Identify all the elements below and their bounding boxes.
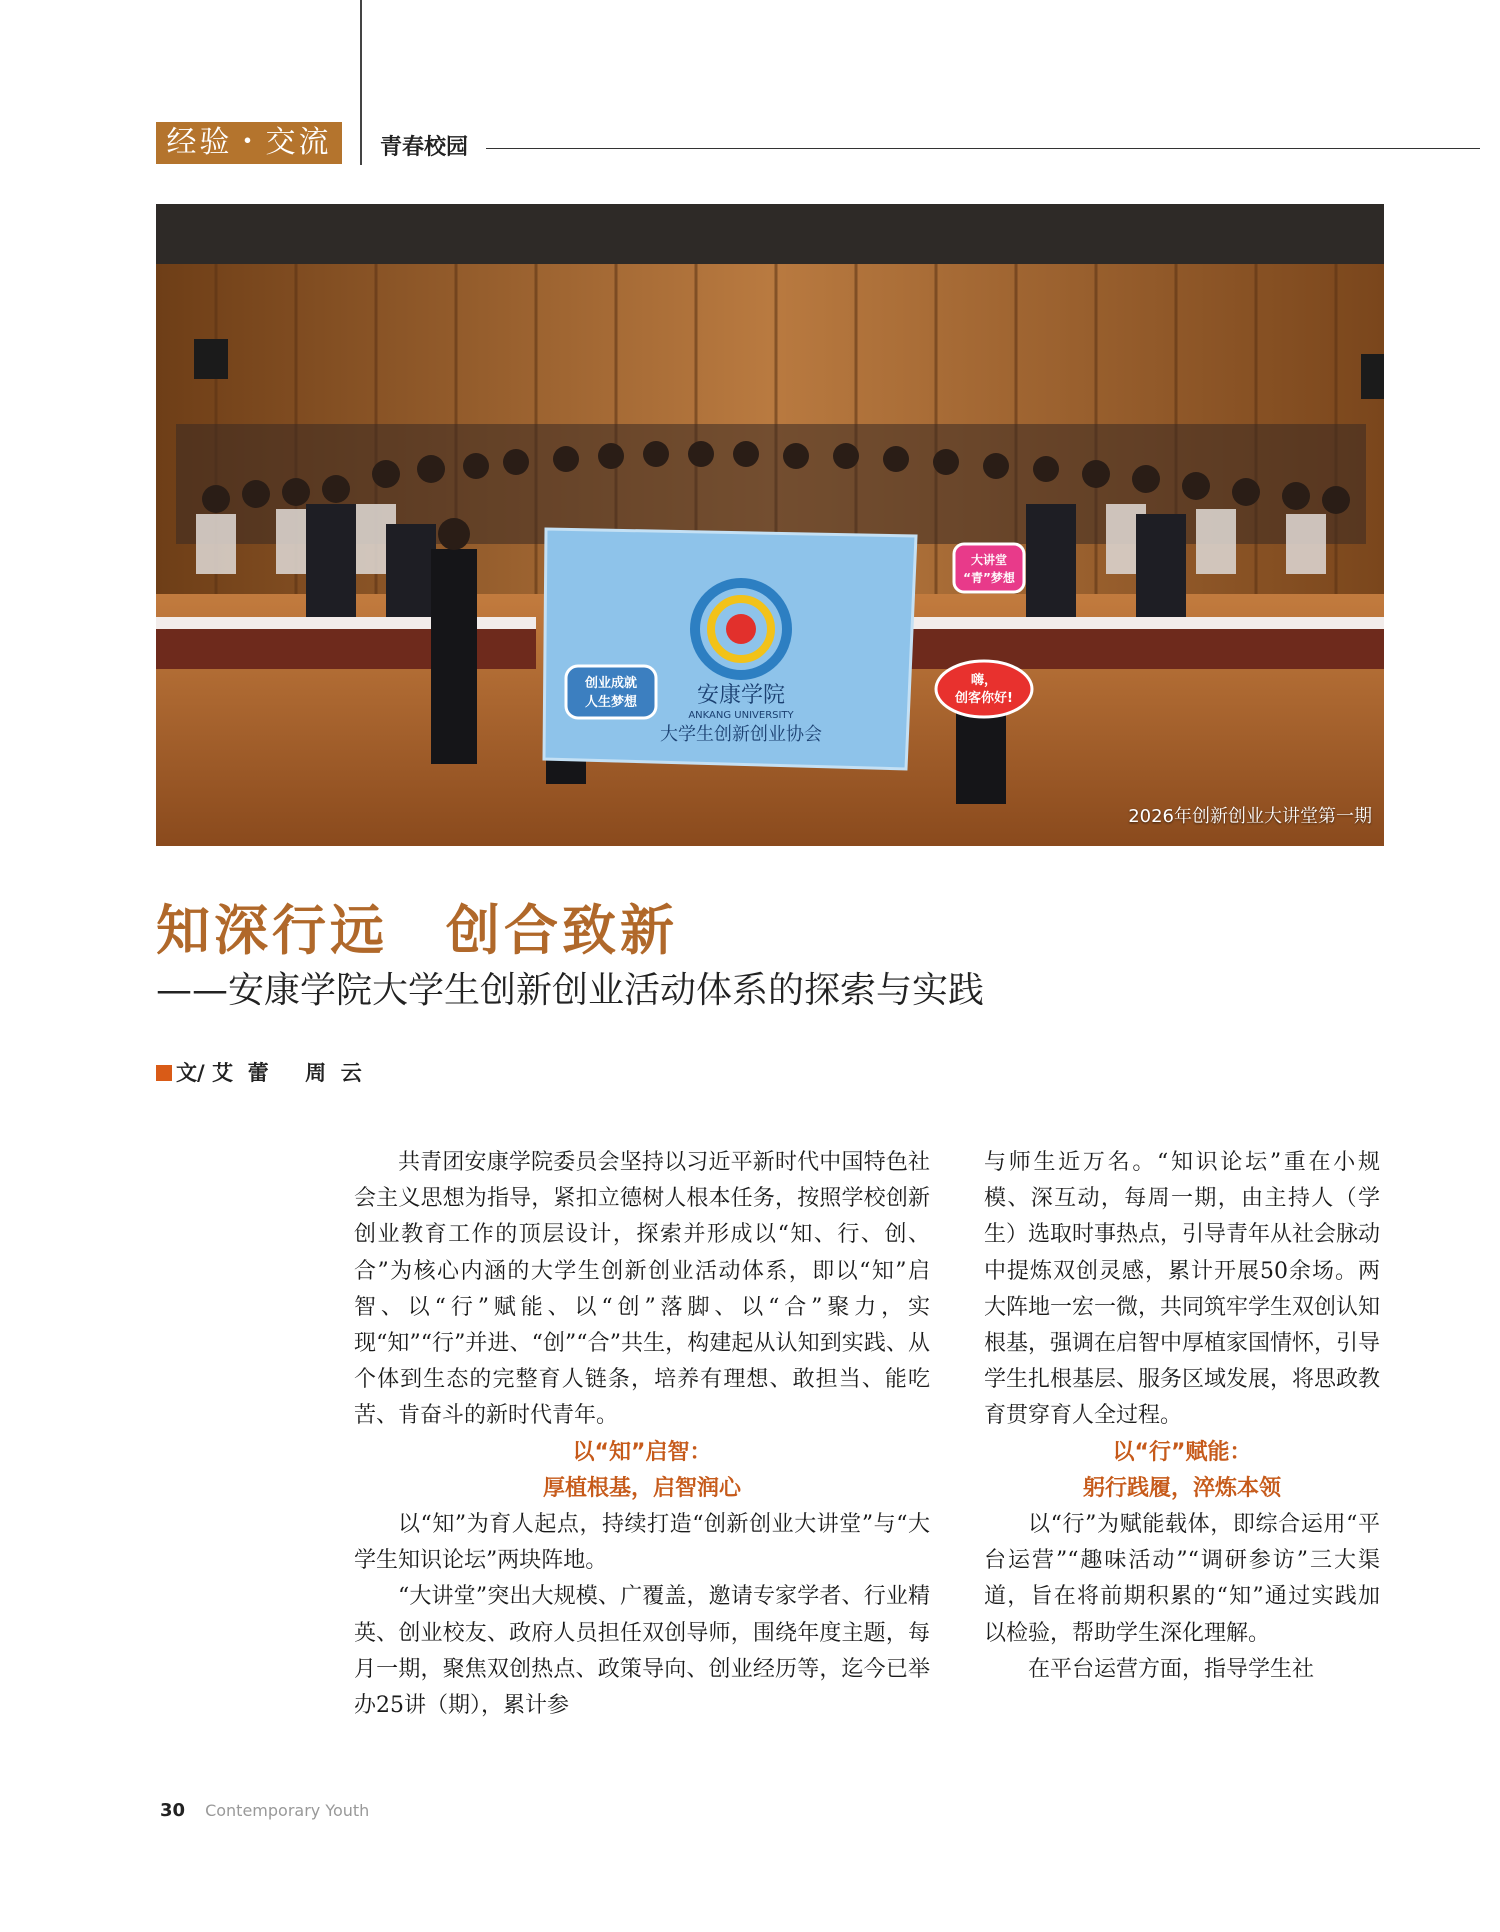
- subheading: 厚植根基，启智润心: [542, 1475, 741, 1501]
- speaker-left: [194, 339, 228, 379]
- section-name: 青春校园: [380, 135, 469, 160]
- paragraph: 在平台运营方面，指导学生社: [1028, 1656, 1315, 1682]
- svg-text:嗨，: 嗨，: [970, 673, 998, 688]
- photo-caption: 2026年创新创业大讲堂第一期: [1128, 806, 1372, 827]
- banner-subtitle: 大学生创新创业协会: [660, 724, 822, 745]
- magazine-name: Contemporary Youth: [205, 1801, 370, 1820]
- article-subtitle: ——安康学院大学生创新创业活动体系的探索与实践: [156, 970, 985, 1011]
- sign-top-right: [954, 544, 1024, 592]
- svg-text:人生梦想: 人生梦想: [584, 695, 638, 710]
- svg-text:创业成就: 创业成就: [584, 676, 638, 691]
- subheading: 以“知”启智：: [572, 1439, 712, 1465]
- event-photo: [156, 204, 1384, 846]
- paragraph: 以“行”为赋能载体，即综合运用“平台运营”“趣味活动”“调研参访”三大渠道，旨在将前期积累的“知”通过实践加以检验，帮助学生深化理解。: [984, 1512, 1380, 1646]
- association-banner: [544, 529, 916, 769]
- svg-text:“青”梦想: “青”梦想: [963, 571, 1015, 585]
- page-number: 30: [160, 1800, 186, 1821]
- article-title: 知深行远 创合致新: [156, 898, 678, 962]
- paragraph: 以“知”为育人起点，持续打造“创新创业大讲堂”与“大学生知识论坛”两块阵地。: [354, 1512, 930, 1574]
- banner-english: ANKANG UNIVERSITY: [688, 710, 794, 721]
- paragraph: 与师生近万名。“知识论坛”重在小规模、深互动，每周一期，由主持人（学生）选取时事热点，引导青年从社会脉动中提炼双创灵感，累计开展50余场。两大阵地一宏一微，共同筑牢学生双创认知根基，强调在启智中厚植家国情怀，引导学生扎根基层、服务区域发展，将思政教育贯穿育人全过程。: [984, 1150, 1381, 1429]
- page-footer: [160, 1800, 369, 1821]
- header-rule: [486, 148, 1480, 149]
- right-column: [984, 1145, 1380, 1688]
- ceiling: [156, 204, 1384, 264]
- svg-text:创客你好!: 创客你好!: [955, 691, 1013, 706]
- svg-text:大讲堂: 大讲堂: [970, 553, 1008, 567]
- header-vertical-rule: [360, 0, 362, 165]
- paragraph: 共青团安康学院委员会坚持以习近平新时代中国特色社会主义思想为指导，紧扣立德树人根本任务，按照学校创新创业教育工作的顶层设计，探索并形成以“知、行、创、合”为核心内涵的大学生创新创业活动体系，即以“知”启智、以“行”赋能、以“创”落脚、以“合”聚力，实现“知”“行”并进、“创”“合”共生，构建起从认知到实践、从个体到生态的完整育人链条，培养有理想、敢担当、能吃苦、肯奋斗的新时代青年。: [354, 1150, 930, 1429]
- byline-marker: [156, 1065, 172, 1081]
- section-tag: 经验・交流: [156, 122, 342, 164]
- byline-text: 文/ 艾 蕾 周 云: [176, 1061, 362, 1085]
- speaker-right: [1361, 354, 1384, 399]
- sign-right: [936, 661, 1032, 717]
- byline: [156, 1057, 362, 1087]
- subheading: 以“行”赋能：: [1112, 1439, 1252, 1465]
- paragraph: “大讲堂”突出大规模、广覆盖，邀请专家学者、行业精英、创业校友、政府人员担任双创导师，围绕年度主题，每月一期，聚焦双创热点、政策导向、创业经历等，迄今已举办25讲（期），累计参: [354, 1584, 930, 1719]
- subheading: 躬行践履，淬炼本领: [1082, 1475, 1281, 1501]
- left-column: [354, 1145, 930, 1724]
- photo-illustration: [156, 204, 1384, 846]
- sign-left: [566, 666, 656, 718]
- banner-title: 安康学院: [696, 683, 786, 708]
